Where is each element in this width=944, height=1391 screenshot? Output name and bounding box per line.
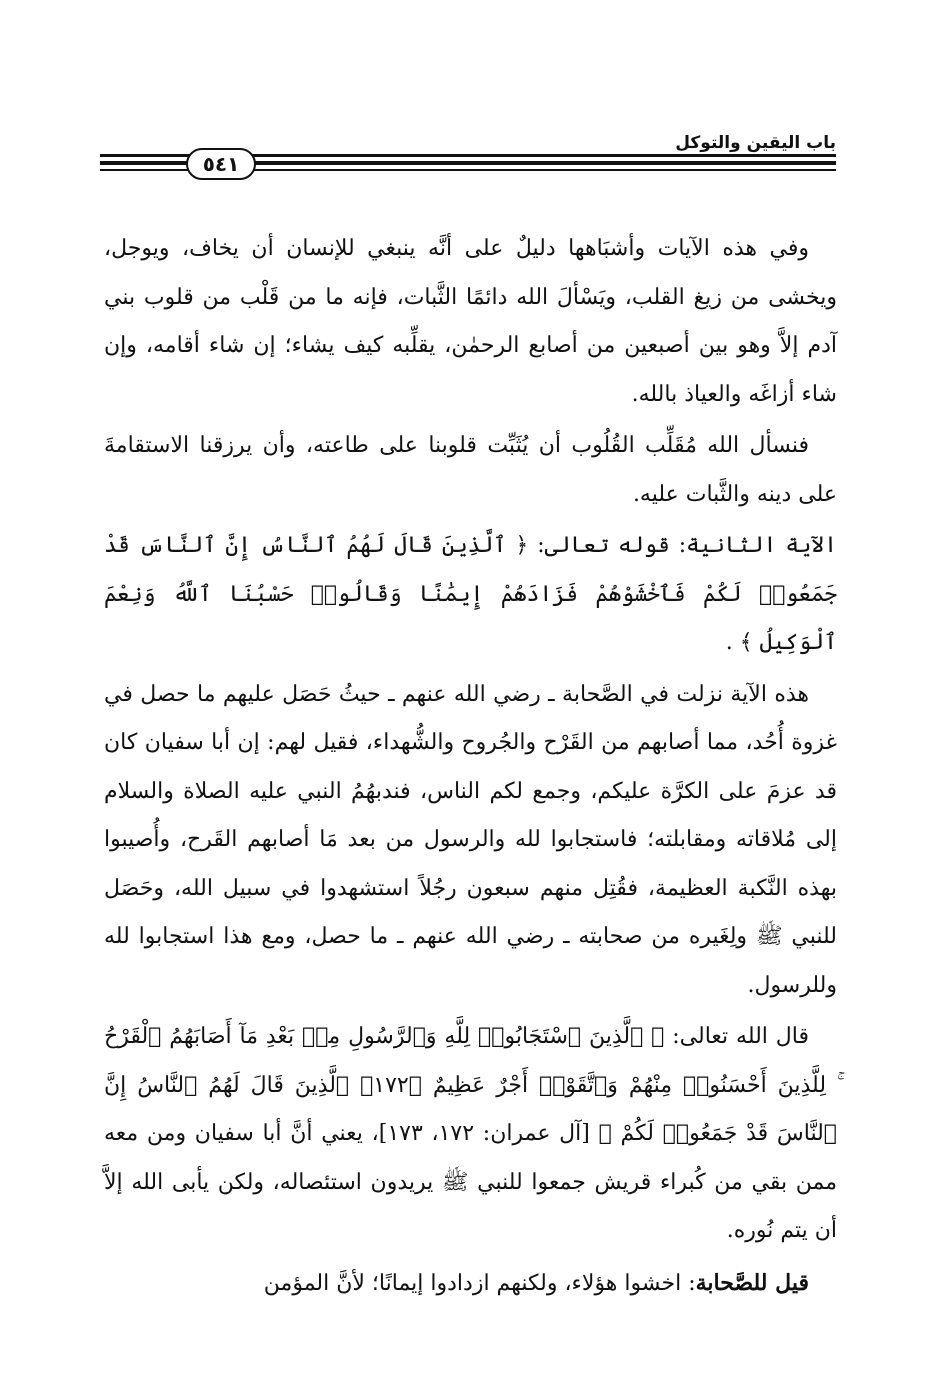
- bold-lead: قيل للصَّحابة: [695, 1269, 809, 1296]
- quran-verse: ﴿ ٱلَّذِينَ قَالَ لَهُمُ ٱلنَّاسُ إِنَّ ٱلنَّاسَ قَدْ جَمَعُوا۟ لَكُمْ فَٱخْشَوْهُمْ فَزَادَهُمْ إِيمَٰنًا وَقَالُوا۟ حَسْبُنَا ٱللَّهُ وَنِعْمَ ٱلْوَكِيلُ ﴾: [104, 533, 837, 655]
- verse-tail: .: [725, 630, 740, 655]
- paragraph-3: هذه الآية نزلت في الصَّحابة ـ رضي الله عنهم ـ حيثُ حَصَل عليهم ما حصل في غزوة أُحُد، مما أصابهم من القَرْح والجُروح والشُّهداء، فقيل لهم: إن أبا سفيان كان قد عزمَ على الكرَّة عليكم، وجمع لكم الناس، فندبهُمُ النبي عليه الصلاة والسلام إلى مُلاقاته ومقابلته؛ فاستجابوا لله والرسول من بعد مَا أصابهم القَرح، وأُصيبوا بهذه النَّكبة العظيمة، فقُتِل منهم سبعون رجُلاً استشهدوا في سبيل الله، وحَصَل للنبي ﷺ ولِغَيره من صحابته ـ رضي الله عنهم ـ ما حصل، ومع هذا استجابوا لله وللرسول.: [104, 681, 837, 998]
- verse-paragraph-3: [104, 1013, 837, 1256]
- page-number: ٥٤١: [186, 148, 256, 180]
- chapter-title: باب اليقين والتوكل: [675, 133, 836, 153]
- verse-tail: [آل عمران: ١٧٢، ١٧٣]، يعني أنَّ أبا سفيان ومن معه ممن بقي من كُبراء قريش جمعوا للنبي ﷺ يريدون استئصاله، ولكن يأبى الله إلاَّ أن يتم نُوره.: [104, 1121, 837, 1243]
- quran-verse: ﴿ ٱلَّذِينَ ٱسْتَجَابُوا۟ لِلَّهِ وَٱلرَّسُولِ مِنۢ بَعْدِ مَآ أَصَابَهُمُ ٱلْقَرْحُ ۚ لِلَّذِينَ أَحْسَنُوا۟ مِنْهُمْ وَٱتَّقَوْا۟ أَجْرٌ عَظِيمٌ ﴿١٧٢﴾ ٱلَّذِينَ قَالَ لَهُمُ ٱلنَّاسُ إِنَّ ٱلنَّاسَ قَدْ جَمَعُوا۟ لَكُمْ ﴾: [104, 1024, 837, 1146]
- paragraph-2: فنسأل الله مُقَلِّب القُلُوب أن يُثَبِّت قلوبنا على طاعته، وأن يرزقنا الاستقامةَ على دينه والثَّبات عليه.: [104, 433, 837, 507]
- verse-lead: قال الله تعالى:: [664, 1024, 809, 1049]
- paragraph-last-text: : اخشوا هؤلاء، ولكنهم ازدادوا إيمانًا؛ لأنَّ المؤمن: [263, 1270, 696, 1296]
- paragraph-1: وفي هذه الآيات وأشبَاهها دليلٌ على أنَّه ينبغي للإنسان أن يخاف، ويوجل، ويخشى من زيغ القلب، ويَسْألَ الله دائمًا الثَّبات، فإنه ما من قَلْب من قلوب بني آدم إلاَّ وهو بين أصبعين من أصابع الرحمٰن، يقلِّبه كيف يشاء؛ إن شاء أقامه، وإن شاء أزاغَه والعياذ بالله.: [104, 236, 837, 407]
- paragraph-last: [104, 1259, 837, 1309]
- page-body: [104, 225, 837, 1311]
- verse-paragraph-2: [104, 522, 837, 668]
- verse-lead: الآية الثانية: قوله تعالى:: [528, 533, 838, 558]
